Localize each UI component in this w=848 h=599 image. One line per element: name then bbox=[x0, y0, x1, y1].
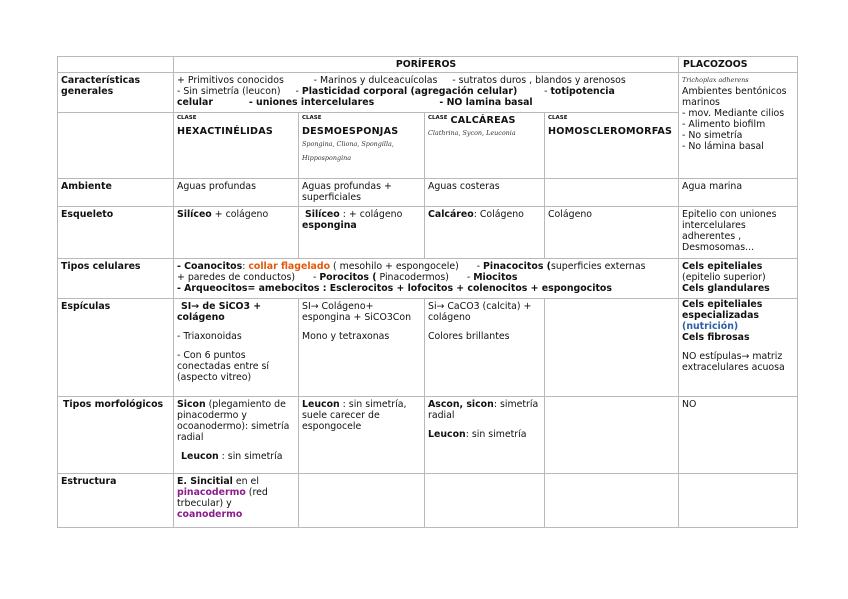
morfologicos-homo bbox=[545, 397, 679, 474]
clases-empty-cell bbox=[58, 113, 174, 179]
placo-cel-4: Cels epiteliales especializadas bbox=[682, 299, 763, 321]
espiculas-calca-2: Colores brillantes bbox=[428, 331, 510, 342]
caracteristicas-line-2 bbox=[177, 86, 675, 97]
ambiente-desmo: Aguas profundas + superficiales bbox=[299, 179, 425, 207]
header-empty-cell bbox=[58, 57, 174, 73]
estructura-placo bbox=[679, 474, 798, 528]
morfologicos-hexa-2 bbox=[177, 451, 295, 462]
row-caracteristicas bbox=[58, 73, 798, 113]
desmo-examples: Spongina, Cliona, Spongilla, Hippospongina bbox=[302, 140, 394, 162]
placo-cel-5: (nutrición) bbox=[682, 321, 739, 332]
row-esqueleto bbox=[58, 207, 798, 259]
estructura-desmo bbox=[299, 474, 425, 528]
morfologicos-label: Tipos morfológicos bbox=[58, 397, 174, 474]
sincitial-text: E. Sincitial bbox=[177, 476, 233, 487]
esqueleto-hexa-bold: Silíceo bbox=[177, 209, 212, 220]
esqueleto-hexa bbox=[174, 207, 299, 259]
pinacodermo-text: pinacodermo bbox=[177, 487, 246, 498]
estructura-homo bbox=[545, 474, 679, 528]
row-morfologicos bbox=[58, 397, 798, 474]
tipos-line-2a: + paredes de conductos) - bbox=[177, 272, 320, 283]
calca-examples: Clathrina, Sycon, Leuconia bbox=[428, 129, 516, 137]
placo-cel-1: Cels epiteliales bbox=[682, 261, 763, 272]
esqueleto-desmo-bold: Silíceo bbox=[304, 209, 340, 220]
ambiente-hexa: Aguas profundas bbox=[174, 179, 299, 207]
espiculas-hexa-2: colágeno bbox=[177, 312, 225, 323]
row-espiculas bbox=[58, 299, 798, 397]
placo-species: Trichoplax adherens bbox=[682, 76, 749, 84]
espiculas-desmo bbox=[299, 299, 425, 397]
morfologicos-hexa-text-2: : sin simetría bbox=[218, 451, 283, 462]
clase-hexa-cell bbox=[174, 113, 299, 179]
row-estructura bbox=[58, 474, 798, 528]
poriferos-header: PORÍFEROS bbox=[174, 57, 679, 73]
espiculas-hexa bbox=[174, 299, 299, 397]
comparison-table bbox=[57, 56, 798, 528]
espiculas-desmo-1: SI→ Colágeno+ espongina + SiCO3Con bbox=[302, 301, 412, 323]
hexa-title: HEXACTINÉLIDAS bbox=[177, 126, 273, 137]
esqueleto-calca-bold: Calcáreo bbox=[428, 209, 474, 220]
morfologicos-hexa-text: (plegamiento de pinacodermo y ocoanodermo): simetría radial bbox=[177, 399, 290, 443]
placo-intro-2: - mov. Mediante cilios bbox=[682, 108, 785, 119]
espiculas-hexa-3: - Triaxonoidas bbox=[177, 331, 242, 342]
ambiente-label: Ambiente bbox=[58, 179, 174, 207]
morfologicos-calca-1 bbox=[428, 399, 541, 421]
clase-tag: CLASE bbox=[177, 115, 197, 121]
pinacocitos-text: Pinacocitos ( bbox=[483, 261, 551, 272]
espiculas-calca-1: Si→ CaCO3 (calcita) + colágeno bbox=[428, 301, 532, 323]
collar-flagelado-text: collar flagelado bbox=[248, 261, 331, 272]
esqueleto-label: Esqueleto bbox=[58, 207, 174, 259]
esqueleto-homo: Colágeno bbox=[545, 207, 679, 259]
espiculas-homo bbox=[545, 299, 679, 397]
calca-title: CALCÁREAS bbox=[450, 115, 516, 126]
esqueleto-desmo-bold2: espongina bbox=[302, 220, 357, 231]
morfologicos-calca-text-2: : sin simetría bbox=[465, 429, 527, 440]
clase-homo-cell bbox=[545, 113, 679, 179]
caracteristicas-line-3: celular - uniones intercelulares - NO lamina basal bbox=[177, 97, 533, 108]
leucon-calca-text: Leucon bbox=[428, 429, 466, 440]
caracteristicas-line-2a: - Sin simetría (leucon) - bbox=[177, 86, 302, 97]
clase-tag: CLASE bbox=[302, 115, 322, 121]
leucon-text: Leucon bbox=[181, 451, 219, 462]
ambiente-calca: Aguas costeras bbox=[425, 179, 545, 207]
morfologicos-calca-text: : simetría radial bbox=[428, 399, 539, 421]
sicon-text: Sicon bbox=[177, 399, 206, 410]
clase-calca-cell bbox=[425, 113, 545, 179]
plasticidad-text: Plasticidad corporal (agregación celular) bbox=[301, 86, 518, 97]
morfologicos-hexa-1 bbox=[177, 399, 295, 443]
tipos-line-2c: Pinacodermos) - bbox=[376, 272, 474, 283]
tipos-line-2 bbox=[177, 272, 675, 283]
desmo-title: DESMOESPONJAS bbox=[302, 126, 399, 137]
clase-desmo-cell bbox=[299, 113, 425, 179]
row-tipos-celulares bbox=[58, 259, 798, 299]
row-ambiente bbox=[58, 179, 798, 207]
estructura-calca bbox=[425, 474, 545, 528]
ascon-sicon-text: Ascon, sicon bbox=[428, 399, 494, 410]
clase-tag: CLASE bbox=[428, 115, 448, 121]
esqueleto-calca-text: : Colágeno bbox=[473, 209, 524, 220]
estructura-text-1: en el bbox=[232, 476, 259, 487]
caracteristicas-cell bbox=[174, 73, 679, 113]
esqueleto-placo: Epitelio con uniones intercelulares adherentes , Desmosomas... bbox=[679, 207, 798, 259]
placo-cel-2: (epitelio superior) bbox=[682, 272, 766, 283]
tipos-sep: : bbox=[242, 261, 249, 272]
esqueleto-desmo-text: : + colágeno bbox=[339, 209, 403, 220]
espiculas-calca bbox=[425, 299, 545, 397]
coanodermo-text: coanodermo bbox=[177, 509, 243, 520]
leucon-desmo-text: Leucon bbox=[302, 399, 340, 410]
caracteristicas-line-1: + Primitivos conocidos - Marinos y dulceacuícolas - sutratos duros , blandos y arenosos bbox=[177, 75, 626, 86]
clase-tag: CLASE bbox=[548, 115, 568, 121]
espiculas-desmo-2: Mono y tetraxonas bbox=[302, 331, 390, 342]
tipos-line-1 bbox=[177, 261, 675, 272]
tipos-line-1f: superficies externas bbox=[550, 261, 646, 272]
esqueleto-desmo bbox=[299, 207, 425, 259]
tipos-celulares-cell bbox=[174, 259, 679, 299]
placo-intro-5: - No lámina basal bbox=[682, 141, 764, 152]
morfologicos-desmo-text: : sin simetría, suele carecer de espongocele bbox=[302, 399, 407, 432]
coanocitos-text: - Coanocitos bbox=[177, 261, 243, 272]
caracteristicas-label: Características generales bbox=[58, 73, 174, 113]
espiculas-placo bbox=[679, 299, 798, 397]
placo-intro-1: Ambientes bentónicos marinos bbox=[682, 86, 787, 108]
placo-intro-4: - No simetría bbox=[682, 130, 743, 141]
caracteristicas-line-2c: - bbox=[517, 86, 551, 97]
placo-intro-3: - Alimento biofilm bbox=[682, 119, 766, 130]
homo-title: HOMOSCLEROMORFAS bbox=[548, 126, 673, 137]
esqueleto-calca bbox=[425, 207, 545, 259]
espiculas-placo-text: NO estípulas→ matriz extracelulares acuosa bbox=[682, 351, 785, 373]
tipos-line-1d: ( mesohilo + espongocele) - bbox=[330, 261, 484, 272]
morfologicos-calca bbox=[425, 397, 545, 474]
totipotencia-text: totipotencia bbox=[550, 86, 615, 97]
espiculas-hexa-1: SI→ de SiCO3 + bbox=[181, 301, 262, 312]
estructura-label: Estructura bbox=[58, 474, 174, 528]
placo-intro-cell bbox=[679, 73, 798, 179]
placo-cel-3: Cels glandulares bbox=[682, 283, 770, 294]
morfologicos-placo: NO bbox=[679, 397, 798, 474]
ambiente-homo bbox=[545, 179, 679, 207]
tipos-placo bbox=[679, 259, 798, 299]
esqueleto-hexa-text: + colágeno bbox=[211, 209, 269, 220]
placozoos-header: PLACOZOOS bbox=[679, 57, 798, 73]
miocitos-text: Miocitos bbox=[473, 272, 518, 283]
placo-cel-6: Cels fibrosas bbox=[682, 332, 750, 343]
morfologicos-hexa bbox=[174, 397, 299, 474]
estructura-hexa bbox=[174, 474, 299, 528]
morfologicos-desmo bbox=[299, 397, 425, 474]
espiculas-hexa-4: - Con 6 puntos conectadas entre sí (aspecto vitreo) bbox=[177, 350, 270, 383]
espiculas-label: Espículas bbox=[58, 299, 174, 397]
porocitos-text: Porocitos ( bbox=[319, 272, 377, 283]
tipos-celulares-label: Tipos celulares bbox=[58, 259, 174, 299]
ambiente-placo: Agua marina bbox=[679, 179, 798, 207]
estructura-text-2: (red trbecular) y bbox=[177, 487, 268, 509]
morfologicos-calca-2 bbox=[428, 429, 541, 440]
tipos-line-3: - Arqueocitos= amebocitos : Esclerocitos + lofocitos + colenocitos + espongocitos bbox=[177, 283, 612, 294]
header-row bbox=[58, 57, 798, 73]
